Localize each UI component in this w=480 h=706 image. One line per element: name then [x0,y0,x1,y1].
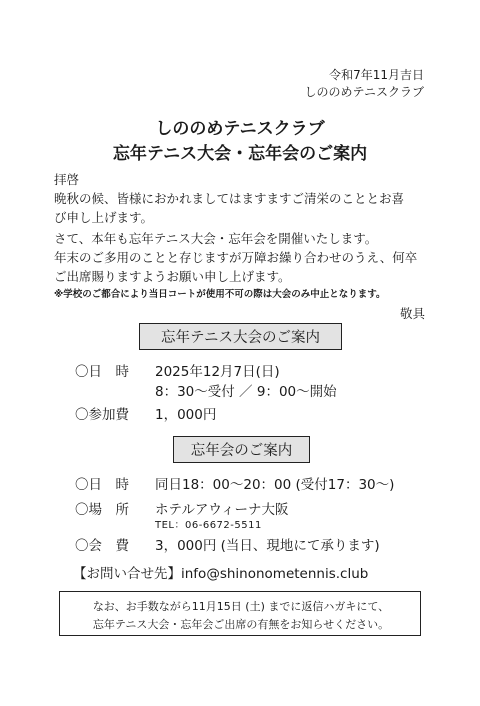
tournament-heading: 忘年テニス大会のご案内 [139,323,342,350]
title-club: しののめテニスクラブ [155,119,325,139]
contact-line: 【お問い合せ先】info@shinonometennis.club [73,566,369,582]
party-fee-label: 〇会 費 [75,538,129,554]
party-place-value: ホテルアウィーナ大阪 [155,502,289,518]
letter-line: 晩秋の候、皆様におかれましてはますますご清栄のこととお喜 [54,191,405,206]
tournament-time-value: 8：30～受付 ／ 9：00～開始 [155,384,337,400]
reply-notice-box [59,591,421,636]
club-name-line: しののめテニスクラブ [304,85,424,99]
letter-line: さて、本年も忘年テニス大会・忘年会を開催いたします。 [54,231,378,246]
party-date-value: 同日18：00～20：00 (受付17：30～) [155,477,395,493]
letter-line: 年末のご多用のことと存じますが万障お繰り合わせのうえ、何卒 [54,250,418,265]
letter-line: ご出席賜りますようお願い申し上げます。 [54,269,291,284]
party-date-label: 〇日 時 [75,477,129,493]
reply-notice-line: 忘年テニス大会・忘年会ご出席の有無をお知らせください。 [92,618,390,631]
party-fee-value: 3，000円 (当日、現地にて承ります) [155,538,380,554]
letter-line: び申し上げます。 [54,210,154,225]
tournament-date-label: 〇日 時 [75,364,129,380]
party-heading: 忘年会のご案内 [173,436,310,463]
party-tel: TEL：06-6672-5511 [155,520,262,531]
reply-notice-line: なお、お手数ながら11月15日 (土) までに返信ハガキにて、 [92,600,390,613]
letter-closing: 敬具 [399,306,425,321]
tournament-date-value: 2025年12月7日(日) [155,364,280,380]
letter-note: ※学校のご都合により当日コートが使用不可の際は大会のみ中止となります。 [54,289,386,300]
party-place-label: 〇場 所 [75,502,129,518]
tournament-fee-value: 1，000円 [155,407,217,423]
tournament-fee-label: 〇参加費 [75,407,129,423]
letter-opening: 拝啓 [54,172,80,187]
date-line: 令和7年11月吉日 [329,68,424,82]
title-event: 忘年テニス大会・忘年会のご案内 [112,144,368,164]
